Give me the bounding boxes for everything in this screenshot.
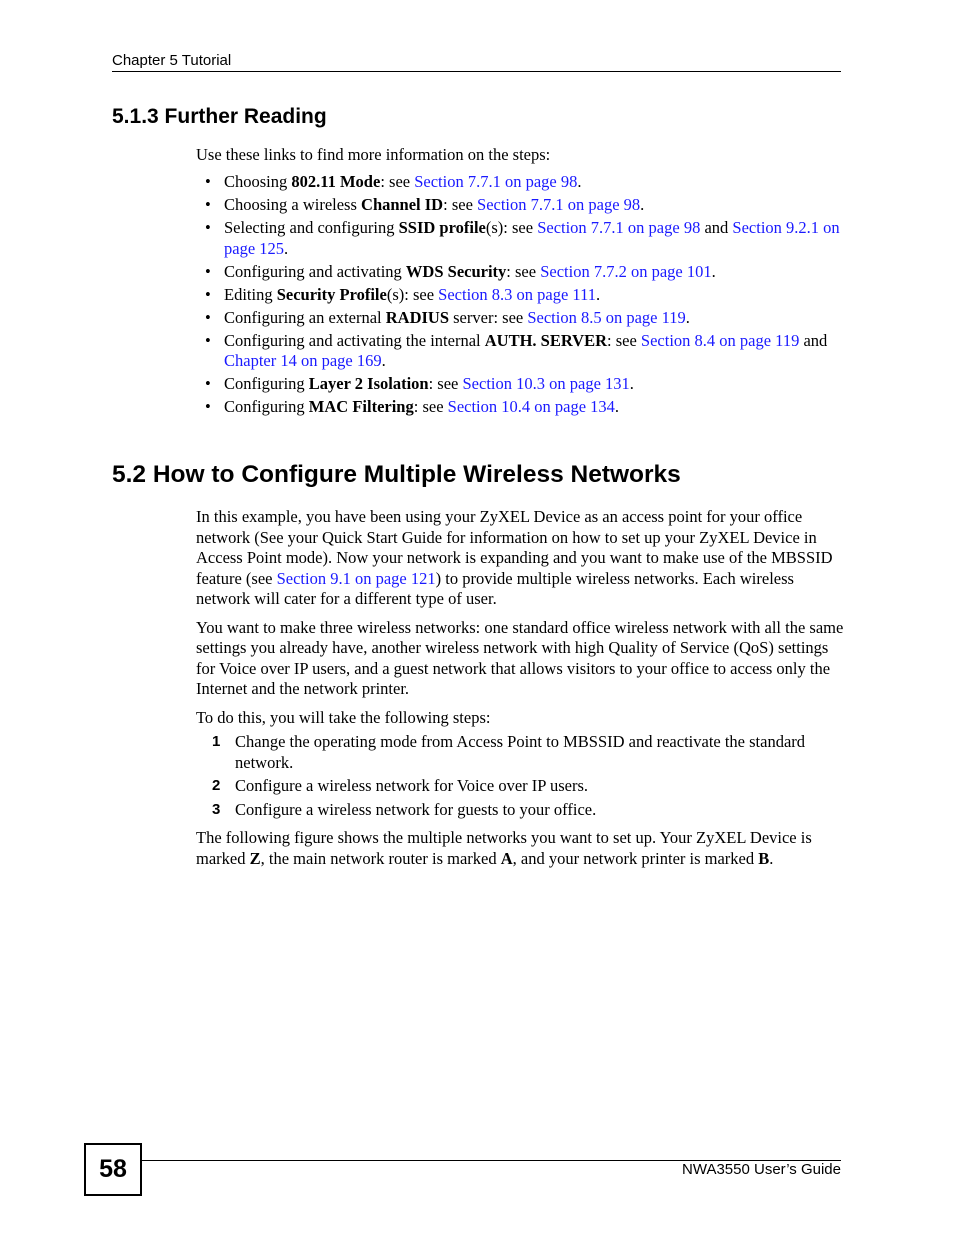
list-item: • Editing Security Profile(s): see Section 8.3 on page 111. <box>205 284 601 304</box>
section-body <box>196 507 846 736</box>
section-link[interactable]: Section 10.4 on page 134 <box>447 397 615 416</box>
section-link[interactable]: Section 8.4 on page 119 <box>640 330 800 350</box>
list-item: • Selecting and configuring SSID profile(s): see Section 7.7.1 on page 98 and Section 9.2.1 on page 125. <box>205 218 840 258</box>
step-item: 3 Configure a wireless network for guests to your office. <box>212 799 597 819</box>
list-item: • Configuring and activating WDS Security: see Section 7.7.2 on page 101. <box>205 261 716 281</box>
running-header: Chapter 5 Tutorial <box>112 52 232 69</box>
further-reading-list <box>205 172 845 420</box>
further-reading-heading: 5.1.3 Further Reading <box>112 105 327 128</box>
step-item: 2 Configure a wireless network for Voice over IP users. <box>212 776 588 795</box>
paragraph-networks: You want to make three wireless networks: one standard office wireless network with all the same settings you already have, another wireless network with high Quality of Service (QoS) settings for Voice over IP users, and a guest network that allows visitors to your office to access only the Internet and the network printer. <box>196 617 844 698</box>
further-reading-intro: Use these links to find more information on the steps: <box>196 145 551 164</box>
section-link[interactable]: Section 10.3 on page 131 <box>462 374 630 393</box>
section-link[interactable]: Section 9.2.1 on page 125 <box>224 218 840 258</box>
list-item: • Configuring and activating the internal AUTH. SERVER: see Section 8.4 on page 119 and Chapter 14 on page 169. <box>205 330 828 370</box>
list-item: • Configuring Layer 2 Isolation: see Section 10.3 on page 131. <box>205 374 634 393</box>
section-link[interactable]: Section 8.3 on page 111 <box>438 284 596 304</box>
paragraph-intro: In this example, you have been using your ZyXEL Device as an access point for your office network (See your Quick Start Guide for information on how to set up your ZyXEL Device in Access Point mode). Now your network is expanding and you want to make use of the MBSSID feature (see Section 9.1 on page 121) to provide multiple wireless networks. Each wireless network will cater for a different type of user. <box>196 507 833 608</box>
header-rule <box>112 71 841 72</box>
guide-title: NWA3550 User’s Guide <box>682 1161 841 1178</box>
section-link[interactable]: Section 7.7.2 on page 101 <box>540 261 712 281</box>
chapter-link[interactable]: Chapter 14 on page 169 <box>224 351 382 370</box>
section-link[interactable]: Section 7.7.1 on page 98 <box>537 218 701 237</box>
step-item: 1 Change the operating mode from Access Point to MBSSID and reactivate the standard network. <box>212 732 806 772</box>
list-item: • Choosing a wireless Channel ID: see Section 7.7.1 on page 98. <box>205 195 645 214</box>
section-link[interactable]: Section 9.1 on page 121 <box>276 568 436 588</box>
page-number: 58 <box>84 1143 142 1196</box>
section-link[interactable]: Section 7.7.1 on page 98 <box>414 172 578 191</box>
section-link[interactable]: Section 8.5 on page 119 <box>527 307 686 327</box>
list-item: • Choosing 802.11 Mode: see Section 7.7.1 on page 98. <box>205 172 582 191</box>
paragraph-figure-intro: The following figure shows the multiple networks you want to set up. Your ZyXEL Device is marked Z, the main network router is marked A, and your network printer is marked B. <box>196 828 812 868</box>
steps-list <box>196 732 836 823</box>
list-item: • Configuring MAC Filtering: see Section 10.4 on page 134. <box>205 397 620 416</box>
section-link[interactable]: Section 7.7.1 on page 98 <box>477 195 641 214</box>
list-item: • Configuring an external RADIUS server: see Section 8.5 on page 119. <box>205 307 690 327</box>
paragraph-steps-intro: To do this, you will take the following steps: <box>196 707 491 727</box>
section-heading: 5.2 How to Configure Multiple Wireless Networks <box>112 461 681 488</box>
